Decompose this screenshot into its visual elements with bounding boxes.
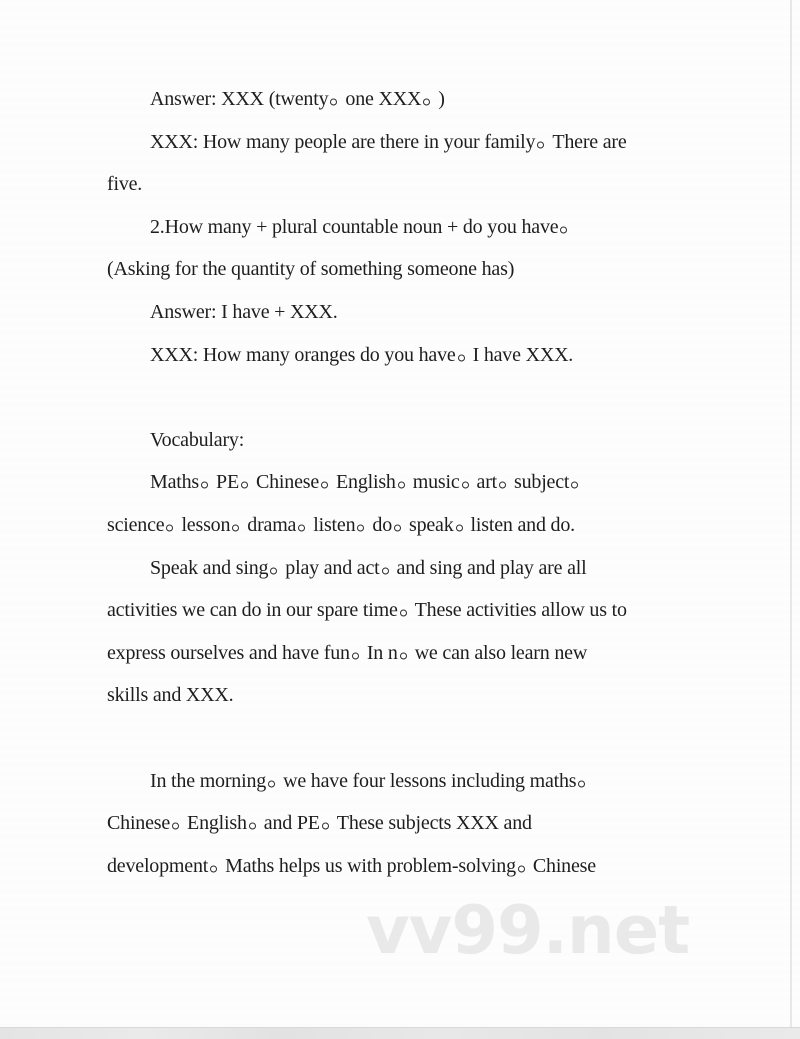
text-line: science lesson drama listen do speak listen and do. [107,504,707,547]
ideographic-period-icon [266,760,283,803]
ideographic-period-icon [268,547,285,590]
text-line: Speak and sing play and act and sing and play are all [107,547,707,590]
ideographic-period-icon [230,504,247,547]
text-line: express ourselves and have fun In n we can also learn new [107,632,707,675]
ideographic-period-icon [350,632,367,675]
ideographic-period-icon [208,845,225,888]
text-line: skills and XXX. [107,684,234,707]
text-line: development Maths helps us with problem-solving Chinese [107,845,707,888]
text-line: Maths PE Chinese English music art subject [107,461,707,504]
ideographic-period-icon [328,78,345,121]
text-line: (Asking for the quantity of something someone has) [107,258,515,281]
ideographic-period-icon [497,461,514,504]
ideographic-period-icon [421,78,438,121]
ideographic-period-icon [396,461,413,504]
blank-line [107,376,707,419]
document-text-block [107,78,707,887]
ideographic-period-icon [392,504,409,547]
ideographic-period-icon [170,802,187,845]
ideographic-period-icon [558,206,575,249]
ideographic-period-icon [576,760,593,803]
ideographic-period-icon [454,504,471,547]
ideographic-period-icon [239,461,256,504]
ideographic-period-icon [456,334,473,377]
page-bottom-edge [0,1027,800,1039]
text-line: Answer: XXX (twenty one XXX ) [107,78,707,121]
text-line: five. [107,173,143,196]
ideographic-period-icon [460,461,477,504]
ideographic-period-icon [296,504,313,547]
text-line: Vocabulary: [150,428,245,451]
ideographic-period-icon [516,845,533,888]
text-line: activities we can do in our spare time These activities allow us to [107,589,707,632]
text-line: Answer: I have + XXX. [150,300,338,323]
text-line: In the morning we have four lessons including maths [107,760,707,803]
text-line: XXX: How many oranges do you have I have XXX. [107,334,707,377]
site-watermark: vv99.net [366,891,690,969]
text-line: Chinese English and PE These subjects XXX and [107,802,707,845]
ideographic-period-icon [247,802,264,845]
text-line: 2.How many + plural countable noun + do you have [107,206,707,249]
blank-line [107,717,707,760]
ideographic-period-icon [320,802,337,845]
ideographic-period-icon [355,504,372,547]
ideographic-period-icon [319,461,336,504]
ideographic-period-icon [569,461,586,504]
ideographic-period-icon [199,461,216,504]
ideographic-period-icon [398,632,415,675]
ideographic-period-icon [164,504,181,547]
page-edge-shadow [790,0,792,1027]
ideographic-period-icon [380,547,397,590]
ideographic-period-icon [398,589,415,632]
text-line: XXX: How many people are there in your family There are [107,121,707,164]
ideographic-period-icon [535,121,552,164]
